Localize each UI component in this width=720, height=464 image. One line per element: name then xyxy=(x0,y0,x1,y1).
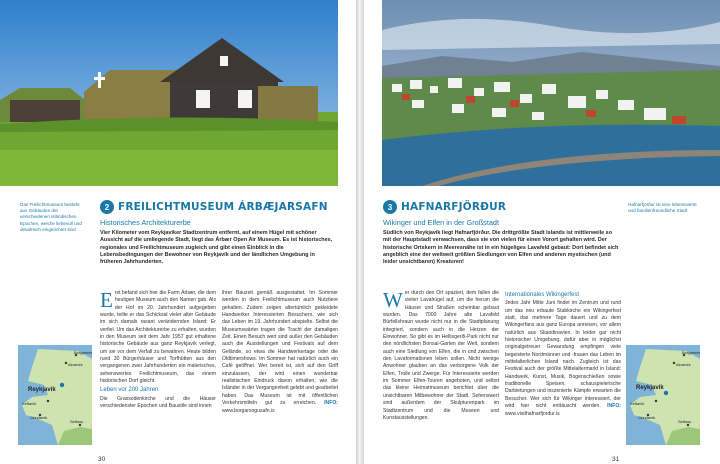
book-gutter xyxy=(356,0,364,464)
body-text: Jedes Jahr Mitte Juni findet im Zentrum und rund um das neu erbaute Stabkirche ein Wikingerfest statt, das mehrere Tage dauert und zu dem Wikingerfans aus ganz Europa anreisen, vor allem natürlich aus Skandinavien. In leider gar nicht historischer Umgebung, dafür aber in möglichst originalgetreuer Gewandung empfingen viele begeisterte Nordmänner und -frauen das Leben im mittelalterlichen Island nach. Zugleich ist das Festival auch der größte Mittelaltermarkt in Island: Handwerk, Kunst, Musik, Bogenschießen sowie traditionelle Speisen, schauspielerische Darbietungen und inszenierte Kämpfe erwarten die Besucher. Wer sich für Wikinger interessiert, der wird hier nicht enttäuscht werden. xyxy=(505,300,621,410)
photo-caption: Hafnarfjörður ist eine lebenswerte und familienfreundliche Stadt xyxy=(628,202,697,214)
info-label: INFO: xyxy=(607,403,621,410)
body-column-2 xyxy=(222,290,338,415)
map-label: Grindavík xyxy=(638,415,656,420)
body-text: er durch den Ort spaziert, dem fallen die vielen Lavahügel auf, um die herum die Häuser und Straßen scheinbar gebaut wurden. Das 7000 Jahre alte Lavafeld Búrfellshraun wurde nicht nur in die Stadtplanung integriert, sondern auch in die Herzen der Einwohner. So gibt es im Hellisgerði-Park nicht nur den nördlichsten Bonsai-Garten der Welt, sondern auch eine Siedlung von Elfen, die in und zwischen den Lavaformationen leben sollen. Nicht wenige Anwohner glauben an das verborgene Volk der Elfen, Trolle und Zwerge. Für Interessierte werden im Sommer Elfen-Touren angeboten, und selbst das kleine Heimatmuseum berichtet über die unsichtbaren Mitbewohner der Stadt. Sehenswert sind außerdem der Skulpturenpark im Stadtzentrum und die Museen und Kunstausstellungen. xyxy=(383,290,499,421)
section-subtitle: Wikinger und Elfen in der Großstadt xyxy=(383,218,499,227)
map-label: Grindavík xyxy=(30,415,48,420)
map-label: Keflavík xyxy=(22,401,37,406)
right-page xyxy=(364,0,720,464)
section-heading xyxy=(383,200,506,214)
body-text: rst befand sich hier die Farm Árbær, die dem heutigen Museum auch den Namen gab. Als der Hof im 20. Jahrhundert aufgegeben wurde, teilte er das Schicksal vieler alter Gebäude im sich damals rasant verändernden Island: Er verfiel. Um das Architekturerbe zu erhalten, wurden in den Museum seit dem Jahr 1957 gut erhaltene historische Gebäude aus ganz Reykjavík verlegt, um sie vor dem Verfall zu bewahren. Heute bilden rund 30 Bürgerhäuser und Torfhütten aus den vergangenen zwei Jahrhunderten ein malerisches, sehenswertes Freilichtmuseum, das einem historischen Dorf gleicht. xyxy=(100,290,216,385)
subsection-heading: Leben vor 200 Jahren xyxy=(100,387,159,394)
map-label: Borgarnes xyxy=(682,350,700,355)
map-label: Borgarnes xyxy=(74,350,92,355)
body-column-1 xyxy=(100,290,216,411)
map-label: Keflavík xyxy=(630,401,645,406)
map-label: Selfoss xyxy=(678,419,692,424)
info-label: INFO: xyxy=(324,400,338,407)
drop-cap: E xyxy=(100,288,113,312)
map-label: Akranes xyxy=(68,362,83,367)
harbor-town-photo xyxy=(382,0,720,186)
body-text: ihrer Bauzeit gemäß ausgestattet. Im Sommer werden in dem Freilichtmuseum auch Nutztiere gehalten. Zudem zeigen altertümlich gekleidete Handwerker Interessierten Besuchern, wie sich das Leben im 19. Jahrhundert abspielte. Selbst die Museumswärter tragen die Tracht der damaligen Zeit. Einen Besuch wert sind außer den Gebäuden auch die Ausstellungen und Festivals auf dem Gelände, so etwa die Handwerkertage oder die Oldtimershows. Im Sommer hat natürlich auch ein Café geöffnet. Wer bereit ist, sich auf den Griff einzulassen, der wird einen wunderbar realistischen Eindruck davon erhalten, wie die Isländer in der Vergangenheit gelebt und gearbeitet haben. Das Museum ist mit öffentlichen Verkehrsmitteln gut zu erreichen. xyxy=(222,290,338,407)
map-label: Selfoss xyxy=(70,419,84,424)
section-heading xyxy=(100,200,328,214)
page-number: 30 xyxy=(98,456,106,463)
map-label: Reykjavík xyxy=(28,387,56,393)
intro-paragraph: Südlich von Reykjavík liegt Hafnarfjörður. Die drittgrößte Stadt Islands ist mittlerweile so mit der Hauptstadt verwachsen, dass sie von vielen für einen Vorort gehalten wird. Der historische Ortskern in Meeresnähe ist in ein hügeliges Lavafeld gebaut: Dort befindet sich angeblich eine der weltweit größten Siedlungen von Elfen und anderen mystischen (und leider unsichtbaren) Kreaturen! xyxy=(383,230,619,266)
map-label: Reykjavík xyxy=(636,385,664,391)
body-text: Die Grassodenkirche und die Häuser verschiedenster Epochen und Baustile sind innen xyxy=(100,395,216,410)
info-link[interactable]: www.visithafnarfjordur.is xyxy=(505,410,560,417)
drop-cap: W xyxy=(383,288,403,312)
body-column-1 xyxy=(383,290,499,422)
locator-map xyxy=(18,345,92,445)
turf-house-photo xyxy=(0,0,338,186)
body-column-2 xyxy=(505,290,621,418)
section-number-badge: 2 xyxy=(100,200,114,214)
section-title: HAFNARFJÖRÐUR xyxy=(401,201,507,213)
photo-caption: Das Freilichtmuseum besteht aus Gebäuden der verschiedenen isländischen Epochen, welche liebevoll und detailreich eingerichtet sind xyxy=(20,202,82,232)
info-link[interactable]: www.borgarsogusafn.is xyxy=(222,407,275,414)
section-number-badge: 3 xyxy=(383,200,397,214)
subsection-heading: Internationales Wikingerfest xyxy=(505,292,580,298)
intro-paragraph: Vier Kilometer vom Reykjavíker Stadtzentrum entfernt, auf einem Hügel mit schöner Aussicht auf die umliegende Stadt, liegt das Árbær Open Air Museum. Es ist historisches, regionales und Freilichtmuseum zugleich und gibt einen Einblick in die Lebensbedingungen der Bewohner von Reykjavík und der ländlichen Umgebung in früheren Jahrhunderten. xyxy=(100,230,333,266)
section-subtitle: Historisches Architekturerbe xyxy=(100,218,191,227)
page-number: 31 xyxy=(612,456,620,463)
left-page xyxy=(0,0,356,464)
section-title: FREILICHTMUSEUM ÁRBÆJARSAFN xyxy=(118,201,328,213)
locator-map xyxy=(626,345,700,445)
map-label: Akranes xyxy=(676,362,691,367)
